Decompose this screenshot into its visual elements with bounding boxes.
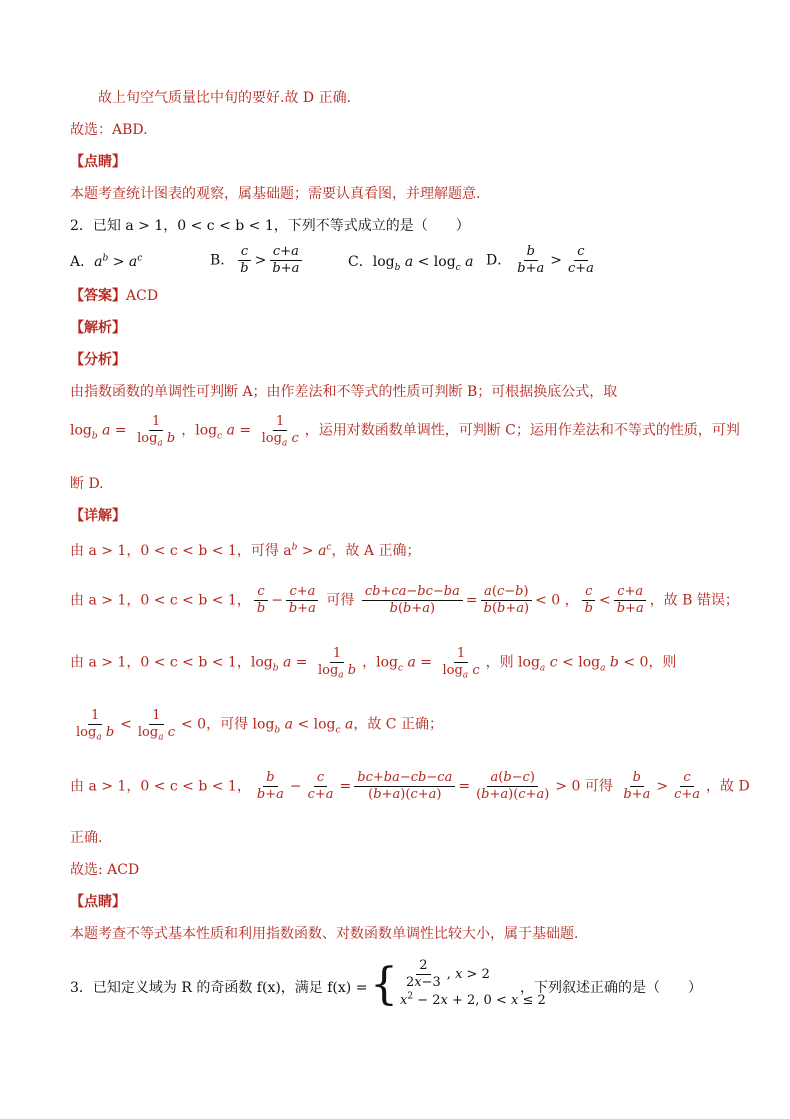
answer-value: ACD: [126, 288, 159, 304]
question-3-head: 3．已知定义域为 R 的奇函数 f(x)，满足 f(x) =: [70, 980, 368, 996]
detail-line-4: $\frac{1}{\log_a b}$ < $\frac{1}{\log_a c}$ < 0，可得 $\log_b a < \log_c a$，故 C 正确；: [76, 708, 443, 743]
choice-line: 故选：ABD.: [70, 122, 148, 138]
final-choice-line: 故选: ACD: [70, 862, 140, 878]
detail-line-4-mid: ，可得 log: [206, 716, 275, 733]
question-3-stem: [70, 958, 750, 1018]
analysis-line-2: $\log_b a$ = $\frac{1}{\log_a b}$ ，$\log_c a$ = $\frac{1}{\log_a c}$ ，运用对数函数单调性，可判断 C；运用作差法和不等式的性质，可判: [70, 414, 740, 449]
piecewise-function: { $\frac{2}{2x-3}$ , x > 2 $x^2 - 2x + 2$, 0 < x ≤ 2: [370, 958, 546, 1010]
conclusion-line: 故上旬空气质量比中旬的要好.故 D 正确.: [98, 90, 352, 106]
comment-line-1: 本题考查统计图表的观察，属基础题；需要认真看图，并理解题意.: [70, 186, 481, 202]
option-d-label: D．: [486, 252, 512, 269]
detail-line-2-tail: ，故 B 错误；: [649, 592, 739, 609]
question-2-stem: 2．已知 a > 1，0 < c < b < 1，下列不等式成立的是（ ）: [70, 218, 470, 234]
detail-line-1-tail: ，故 A 正确；: [331, 543, 421, 559]
option-a-label: A．: [70, 254, 95, 270]
xiangjie-heading: 【详解】: [70, 508, 126, 524]
option-b-label: B．: [210, 252, 235, 269]
detail-line-5-head: 由 a > 1，0 < c < b < 1，: [70, 778, 251, 795]
option-c-label: C．: [348, 254, 373, 270]
comment-line-2: 本题考查不等式基本性质和利用指数函数、对数函数单调性比较大小，属于基础题.: [70, 926, 579, 942]
analysis-line-2-tail: ，运用对数函数单调性，可判断 C；运用作差法和不等式的性质，可判: [304, 422, 740, 439]
option-d: D． $\frac{b}{b+a}$ > $\frac{c}{c+a}$: [486, 244, 594, 276]
question-2-options: [70, 244, 750, 278]
detail-line-1-head: 由 a > 1，0 < c < b < 1，可得 a: [70, 543, 292, 559]
answer-line: [70, 286, 750, 306]
option-c: C．$\log_b a < \log_c a$: [348, 254, 474, 273]
detail-line-2: 由 a > 1，0 < c < b < 1， $\frac{c}{b}$ − $\frac{c+a}{b+a}$ 可得 $\frac{cb+ca-bc-ba}{b(b+a)}$ = $\frac{a(c-b)}{b(b+a)}$ < 0 ， $\frac{c}{b}$ < $\frac{c+a}{b+a}$ ，故 B 错误；: [70, 584, 739, 616]
detail-line-5: 由 a > 1，0 < c < b < 1， $\frac{b}{b+a}$ − $\frac{c}{c+a}$ = $\frac{bc+ba-cb-ca}{(b+a)(c+a)}$ = $\frac{a(b-c)}{(b+a)(c+a)}$ > 0 可得 $\frac{b}{b+a}$ > $\frac{c}{c+a}$ ，故 D: [70, 770, 750, 802]
option-b: B． $\frac{c}{b}$ > $\frac{c+a}{b+a}$: [210, 244, 305, 277]
dianjing-heading-2: 【点睛】: [70, 894, 126, 910]
detail-line-2-mid: 可得: [321, 592, 359, 609]
answer-label: 【答案】: [70, 288, 126, 304]
question-3-tail: ，下列叙述正确的是（ ）: [520, 980, 702, 996]
jiexi-heading: 【解析】: [70, 320, 126, 336]
dianjing-heading-1: 【点睛】: [70, 154, 126, 170]
detail-line-3-head: 由 a > 1，0 < c < b < 1，: [70, 654, 251, 671]
analysis-line-1: 由指数函数的单调性可判断 A；由作差法和不等式的性质可判断 B；可根据换底公式，取: [70, 384, 618, 400]
detail-line-5-tail: ，故 D: [706, 778, 750, 795]
detail-line-3-tail: ，则: [648, 654, 677, 671]
detail-line-2-head: 由 a > 1，0 < c < b < 1，: [70, 592, 251, 609]
fenxi-heading: 【分析】: [70, 352, 126, 368]
detail-line-1: 由 a > 1，0 < c < b < 1，可得 $a^b > a^c$，故 A 正确；: [70, 542, 421, 559]
option-a: A．$a^b > a^c$: [70, 253, 143, 270]
detail-line-5-mid: 可得: [580, 778, 618, 795]
analysis-line-3: 断 D.: [70, 476, 104, 492]
detail-line-6: 正确.: [70, 830, 103, 846]
detail-line-3: 由 a > 1，0 < c < b < 1，$\log_b a$ = $\frac{1}{\log_a b}$ ，$\log_c a$ = $\frac{1}{\log_a c}$ ，则 $\log_a c < \log_a b < 0$，则: [70, 646, 677, 681]
detail-line-4-tail: ，故 C 正确；: [353, 716, 443, 733]
